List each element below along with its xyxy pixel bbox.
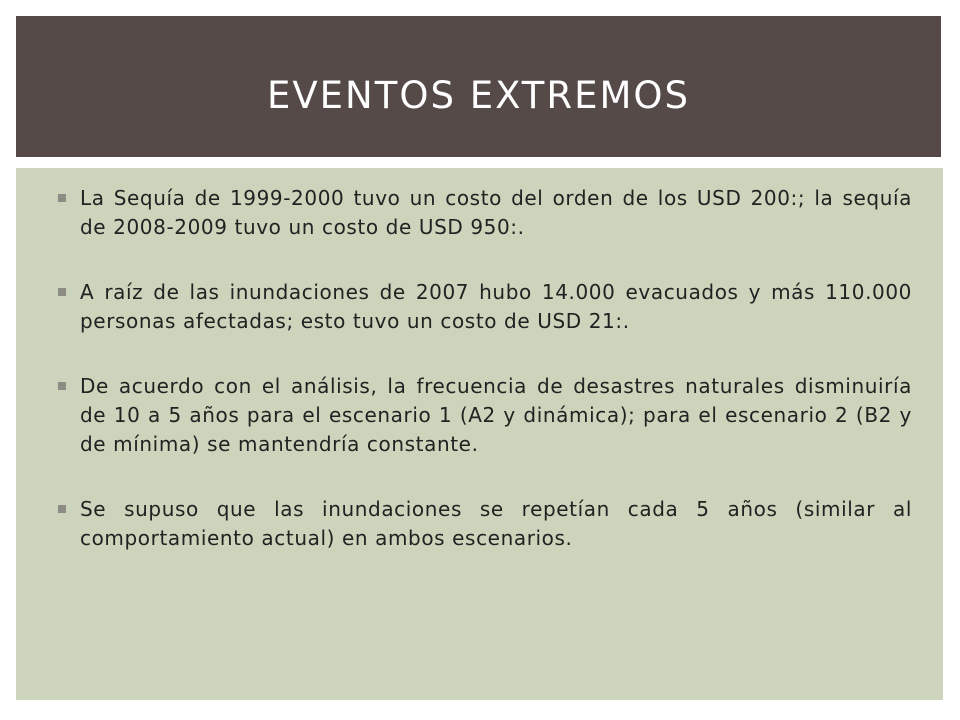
- square-bullet-icon: [58, 505, 66, 513]
- bullet-item-4: [16, 495, 943, 553]
- title-bar: [16, 16, 941, 157]
- square-bullet-icon: [58, 288, 66, 296]
- bullet-text: Se supuso que las inundaciones se repetían cada 5 años (similar al comportamiento actual) en ambos escenarios.: [80, 497, 912, 550]
- bullet-item-2: [16, 278, 943, 336]
- bullet-list: [16, 184, 943, 589]
- bullet-text: A raíz de las inundaciones de 2007 hubo 14.000 evacuados y más 110.000 personas afectadas; esto tuvo un costo de USD 21:.: [80, 280, 912, 333]
- bullet-item-3: [16, 372, 943, 459]
- content-panel: [16, 168, 943, 700]
- bullet-item-1: [16, 184, 943, 242]
- square-bullet-icon: [58, 382, 66, 390]
- slide-title: EVENTOS EXTREMOS: [266, 74, 690, 117]
- bullet-text: De acuerdo con el análisis, la frecuencia de desastres naturales disminuiría de 10 a 5 años para el escenario 1 (A2 y dinámica); para el escenario 2 (B2 y de mínima) se mantendría constante.: [80, 374, 912, 456]
- bullet-text: La Sequía de 1999-2000 tuvo un costo del orden de los USD 200:; la sequía de 2008-2009 tuvo un costo de USD 950:.: [80, 186, 912, 239]
- square-bullet-icon: [58, 194, 66, 202]
